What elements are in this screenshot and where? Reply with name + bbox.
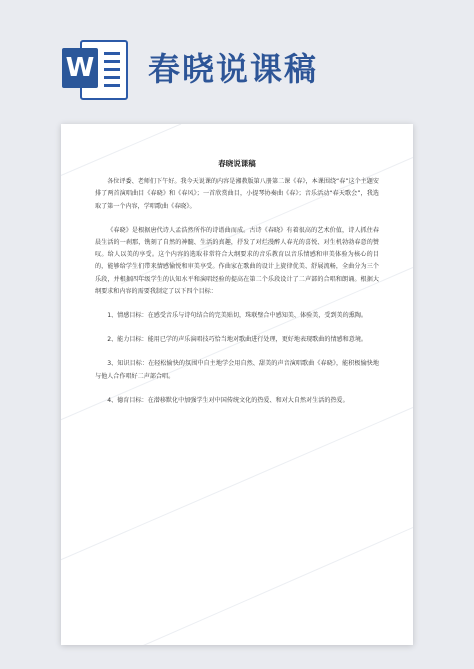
document-page — [61, 124, 413, 645]
word-icon-line — [104, 60, 120, 63]
word-icon-line — [104, 84, 120, 87]
paragraph: 4、德育目标：在潜移默化中加强学生对中国传统文化的热爱、和对大自然对生活的热爱。 — [107, 396, 349, 404]
header — [0, 0, 474, 118]
paragraph: 1、情感目标：在感受音乐与诗句结合的完美贴切，珠联璧合中感知美、体验美，受到美的熏陶。 — [107, 312, 368, 320]
word-icon-badge: W — [62, 48, 98, 88]
word-icon-line — [104, 68, 120, 71]
word-icon-line — [104, 76, 120, 79]
paragraph: 各位评委、老师们下午好。我今天说课的内容是湘教版第八册第二课《春》，本课围绕“春”这个主题安排了两首演唱曲目《春晓》和《春风》；一首欣赏曲目，小提琴协奏曲《春》；音乐活动“春天歌会”，我选取了第一个内容，学唱歌曲《春晓》。 — [95, 178, 379, 210]
paragraph: 《春晓》是根据唐代诗人孟浩然所作的诗谱曲而成。古诗《春晓》有着很高的艺术价值，诗人抓住春晨生活的一刹那，镌刻了自然的神髓、生活的真趣，抒发了对烂漫醉人春光的喜悦、对生机勃勃春意的赞叹。给人以美的享受。这个内容的选取非常符合大纲要求的音乐教育以音乐情感和审美体验为核心的目的，能够给学生们带来情感愉悦和审美享受。作曲家在歌曲的设计上旋律优美、舒展流畅，全曲分为三个乐段，并根据四年级学生的认知水平和演唱经验的提高在第二个乐段设计了二声部的合唱和朗诵。根据大纲要求和内容的需要我制定了以下四个目标： — [95, 226, 379, 295]
paragraph: 2、能力目标：能用已学的声乐演唱技巧恰当地对歌曲进行处理，更好地表现歌曲的情感和意境。 — [107, 336, 368, 344]
document-title: 春晓说课稿 — [218, 159, 256, 168]
word-document-icon — [62, 38, 128, 100]
document-content — [95, 158, 379, 419]
paragraph: 3、知识目标：在轻松愉快的氛围中自主地学会用自然、甜美的声音演唱歌曲《春晓》，能积极愉快地与他人合作唱好二声部合唱。 — [95, 360, 379, 380]
page-title: 春晓说课稿 — [148, 50, 319, 88]
word-icon-line — [104, 52, 120, 55]
